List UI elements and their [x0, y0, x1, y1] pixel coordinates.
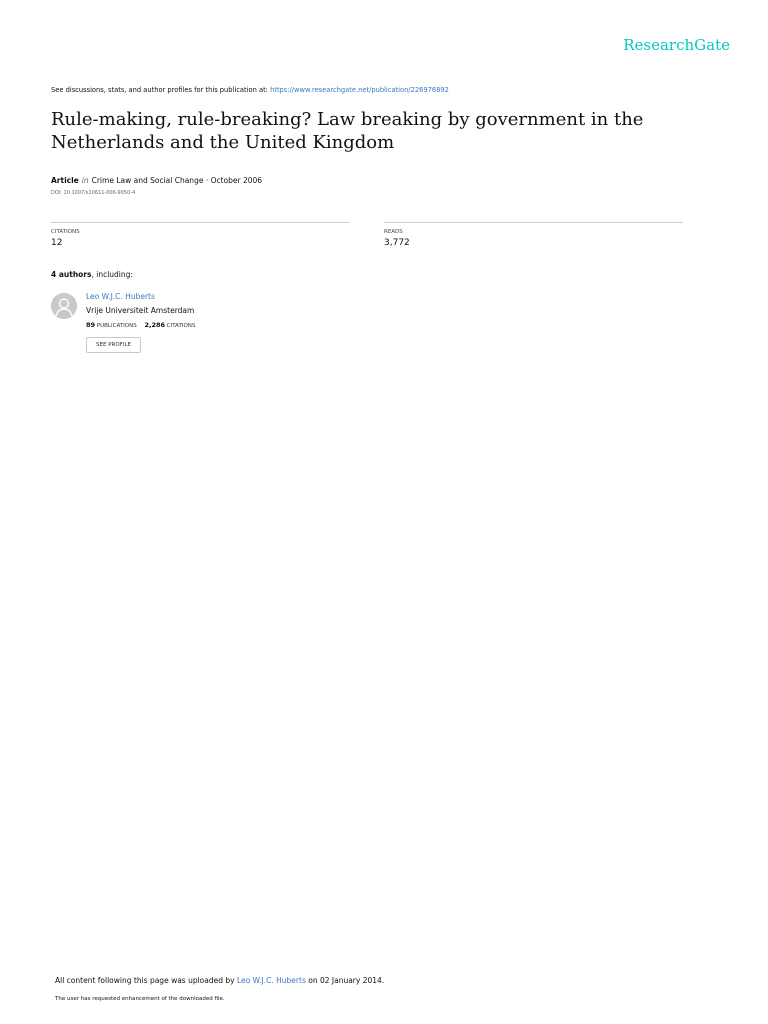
author-citations-count: 2,286 [144, 321, 166, 329]
divider-right [384, 222, 683, 223]
author-citations-label: CITATIONS [166, 323, 196, 329]
citations-value: 12 [51, 238, 63, 248]
footer-uploaded-line [55, 976, 384, 985]
authors-suffix: , including: [91, 270, 133, 279]
footer-uploaded-prefix: All content following this page was uploaded by [55, 976, 237, 985]
publication-venue-date: Crime Law and Social Change · October 2006 [91, 176, 263, 185]
divider-left [51, 222, 350, 223]
author-name-link[interactable]: Leo W.J.C. Huberts [86, 292, 155, 301]
see-profile-button[interactable]: SEE PROFILE [86, 337, 141, 353]
researchgate-logo[interactable]: ResearchGate [623, 36, 730, 54]
author-stats [86, 321, 201, 329]
author-publications-count: 89 [86, 321, 96, 329]
publication-title: Rule-making, rule-breaking? Law breaking by government in the Netherlands and the United Kingdom [51, 109, 644, 153]
person-placeholder-icon[interactable] [51, 293, 77, 319]
source-line [51, 86, 691, 94]
in-word: in [81, 176, 89, 185]
publication-meta [51, 176, 551, 185]
author-institution: Vrije Universiteit Amsterdam [86, 306, 195, 315]
authors-count: 4 authors [51, 270, 92, 279]
publication-url-link[interactable]: https://www.researchgate.net/publication/226976892 [270, 86, 449, 94]
author-publications-label: PUBLICATIONS [96, 323, 137, 329]
reads-value: 3,772 [384, 238, 410, 248]
citations-label: CITATIONS [51, 229, 80, 235]
footer-note: The user has requested enhancement of the downloaded file. [55, 996, 225, 1002]
publication-doi: DOI: 10.1007/s10611-006-9050-4 [51, 190, 136, 196]
reads-label: READS [384, 229, 403, 235]
source-prefix: See discussions, stats, and author profiles for this publication at: [51, 86, 271, 94]
publication-type: Article [51, 176, 79, 185]
footer-uploader-link[interactable]: Leo W.J.C. Huberts [236, 976, 306, 985]
footer-uploaded-suffix: on 02 January 2014. [305, 976, 385, 985]
authors-heading [51, 270, 133, 279]
